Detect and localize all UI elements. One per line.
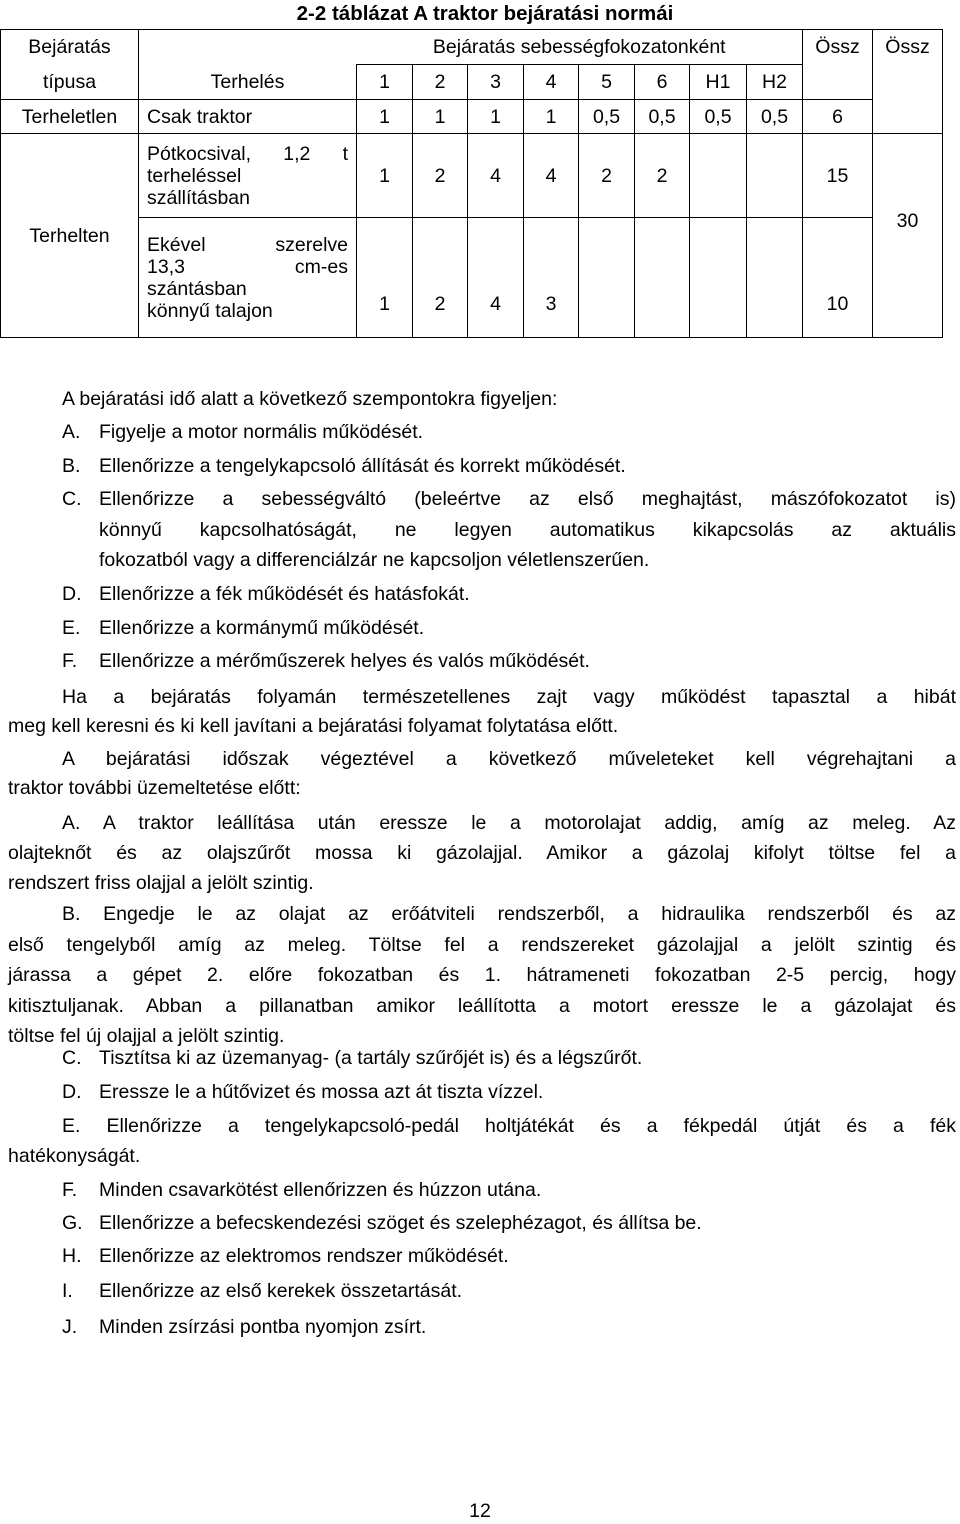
step-letter: F.: [62, 1179, 78, 1201]
step-line: olajteknőt és az olajszűrőt mossa ki gázolajjal. Amikor a gázolaj kifolyt töltse fel a: [8, 842, 956, 864]
load-line: könnyű talajon: [147, 299, 273, 322]
row-type: Terheletlen: [1, 100, 139, 134]
step-e: [8, 1111, 956, 1171]
grand-total: 30: [873, 134, 943, 338]
cell-value: 1: [413, 100, 468, 134]
load-line: 13,3 cm-es: [147, 255, 348, 278]
header-load: Terhelés: [139, 65, 357, 100]
step-line: rendszert friss olajjal a jelölt szintig.: [8, 872, 314, 894]
header-speed-steps: Bejáratás sebességfokozatonként: [357, 30, 803, 65]
row-load: Csak traktor: [139, 100, 357, 134]
load-line: szállításban: [147, 186, 250, 209]
header-type-line2: típusa: [1, 65, 139, 100]
check-letter: A.: [62, 421, 81, 443]
cell-value: [635, 218, 690, 338]
cell-value: [579, 218, 635, 338]
gear-header: 2: [413, 65, 468, 100]
cell-value: 1: [357, 134, 413, 218]
cell-value: [747, 134, 803, 218]
intro-text: A bejáratási idő alatt a következő szempontokra figyeljen:: [62, 388, 558, 410]
check-letter: E.: [62, 617, 81, 639]
header-empty: [873, 65, 943, 134]
table-caption: 2-2 táblázat A traktor bejáratási normái: [296, 2, 674, 25]
step-line: E. Ellenőrizze a tengelykapcsoló-pedál holtjátékát és a fékpedál útját és a fék: [62, 1115, 956, 1137]
paragraph-line: meg kell keresni és ki kell javítani a bejáratási folyamat folytatása előtt.: [8, 715, 619, 737]
step-line: A. A traktor leállítása után eressze le a motorolajat addig, amíg az meleg. Az: [62, 812, 956, 834]
check-text-line: fokozatból vagy a differenciálzár ne kapcsoljon véletlenszerűen.: [99, 549, 650, 571]
step-line: hatékonyságát.: [8, 1145, 141, 1167]
row-total: 6: [803, 100, 873, 134]
step-letter: D.: [62, 1081, 82, 1103]
load-line: szántásban: [147, 277, 247, 300]
paragraph-fault: [8, 683, 956, 741]
cell-value: 0,5: [690, 100, 747, 134]
cell-value: 4: [468, 134, 524, 218]
header-total-2: Össz: [873, 30, 943, 65]
cell-value: 2: [579, 134, 635, 218]
row-load-multiline: [139, 218, 357, 338]
check-text-line: Ellenőrizze a sebességváltó (beleértve az első meghajtást, mászófokozatot is): [99, 488, 956, 510]
cell-value: 1: [468, 100, 524, 134]
row-total: 15: [803, 134, 873, 218]
step-text: Ellenőrizze az elektromos rendszer működését.: [99, 1245, 509, 1267]
cell-value: 4: [468, 218, 524, 338]
break-in-table: [0, 29, 943, 338]
cell-value: [690, 134, 747, 218]
load-line: Pótkocsival, 1,2 t: [147, 142, 348, 165]
gear-header: H1: [690, 65, 747, 100]
step-line: kitisztuljanak. Abban a pillanatban amikor leállította a motort eressze le a gázolajat és: [8, 994, 956, 1017]
check-text: Ellenőrizze a tengelykapcsoló állítását és korrekt működését.: [99, 455, 626, 477]
step-text: Tisztítsa ki az üzemanyag- (a tartály szűrőjét is) és a légszűrőt.: [99, 1047, 643, 1069]
cell-value: [747, 218, 803, 338]
check-letter: D.: [62, 583, 82, 605]
step-text: Minden zsírzási pontba nyomjon zsírt.: [99, 1316, 427, 1338]
check-letter: C.: [62, 488, 82, 510]
step-letter: I.: [62, 1280, 73, 1302]
check-text: Figyelje a motor normális működését.: [99, 421, 424, 443]
step-a: [8, 808, 956, 898]
step-line: töltse fel új olajjal a jelölt szintig.: [8, 1025, 285, 1047]
step-text: Ellenőrizze az első kerekek összetartását.: [99, 1280, 463, 1302]
cell-value: 1: [357, 100, 413, 134]
step-line: B. Engedje le az olajat az erőátviteli rendszerből, a hidraulika rendszerből és az: [62, 903, 956, 925]
cell-value: 1: [357, 218, 413, 338]
step-line: első tengelyből amíg az meleg. Töltse fel a rendszereket gázolajjal a jelölt szintig és: [8, 933, 956, 956]
header-total-1: Össz: [803, 30, 873, 65]
check-text-block: [99, 484, 956, 576]
header-empty: [139, 30, 357, 65]
check-text-line: könnyű kapcsolhatóságát, ne legyen automatikus kikapcsolás az aktuális: [99, 518, 956, 541]
paragraph-line: A bejáratási időszak végeztével a következő műveleteket kell végrehajtani a: [62, 748, 956, 770]
cell-value: 2: [413, 134, 468, 218]
check-letter: F.: [62, 650, 78, 672]
check-item: [62, 488, 956, 578]
step-letter: C.: [62, 1047, 82, 1069]
gear-header: 1: [357, 65, 413, 100]
paragraph-end: [8, 745, 956, 803]
paragraph-line: Ha a bejáratás folyamán természetellenes zajt vagy működést tapasztal a hibát: [62, 686, 956, 708]
row-total: 10: [803, 218, 873, 338]
step-text: Minden csavarkötést ellenőrizzen és húzzon utána.: [99, 1179, 542, 1201]
gear-header: 3: [468, 65, 524, 100]
step-text: Eressze le a hűtővizet és mossa azt át tiszta vízzel.: [99, 1081, 544, 1103]
cell-value: 0,5: [747, 100, 803, 134]
paragraph-line: traktor további üzemeltetése előtt:: [8, 777, 301, 799]
check-text: Ellenőrizze a mérőműszerek helyes és valós működését.: [99, 650, 590, 672]
cell-value: 0,5: [579, 100, 635, 134]
step-b: [8, 899, 956, 1052]
row-type: Terhelten: [1, 134, 139, 338]
load-line: terheléssel: [147, 164, 242, 187]
cell-value: 2: [635, 134, 690, 218]
check-text: Ellenőrizze a fék működését és hatásfokát.: [99, 583, 470, 605]
step-letter: J.: [62, 1316, 78, 1338]
row-load-multiline: [139, 134, 357, 218]
gear-header: H2: [747, 65, 803, 100]
gear-header: 5: [579, 65, 635, 100]
header-empty: [803, 65, 873, 100]
cell-value: [690, 218, 747, 338]
cell-value: 4: [524, 134, 579, 218]
header-type-line1: Bejáratás: [1, 30, 139, 65]
step-letter: G.: [62, 1212, 83, 1234]
step-text: Ellenőrizze a befecskendezési szöget és szelephézagot, és állítsa be.: [99, 1212, 702, 1234]
check-letter: B.: [62, 455, 81, 477]
cell-value: 2: [413, 218, 468, 338]
cell-value: 1: [524, 100, 579, 134]
gear-header: 4: [524, 65, 579, 100]
step-letter: H.: [62, 1245, 82, 1267]
gear-header: 6: [635, 65, 690, 100]
cell-value: 3: [524, 218, 579, 338]
page-number: 12: [469, 1500, 491, 1522]
cell-value: 0,5: [635, 100, 690, 134]
check-text: Ellenőrizze a kormánymű működését.: [99, 617, 425, 639]
step-line: járassa a gépet 2. előre fokozatban és 1. hátrameneti fokozatban 2-5 percig, hogy: [8, 964, 956, 986]
load-line: Ekével szerelve: [147, 233, 348, 256]
